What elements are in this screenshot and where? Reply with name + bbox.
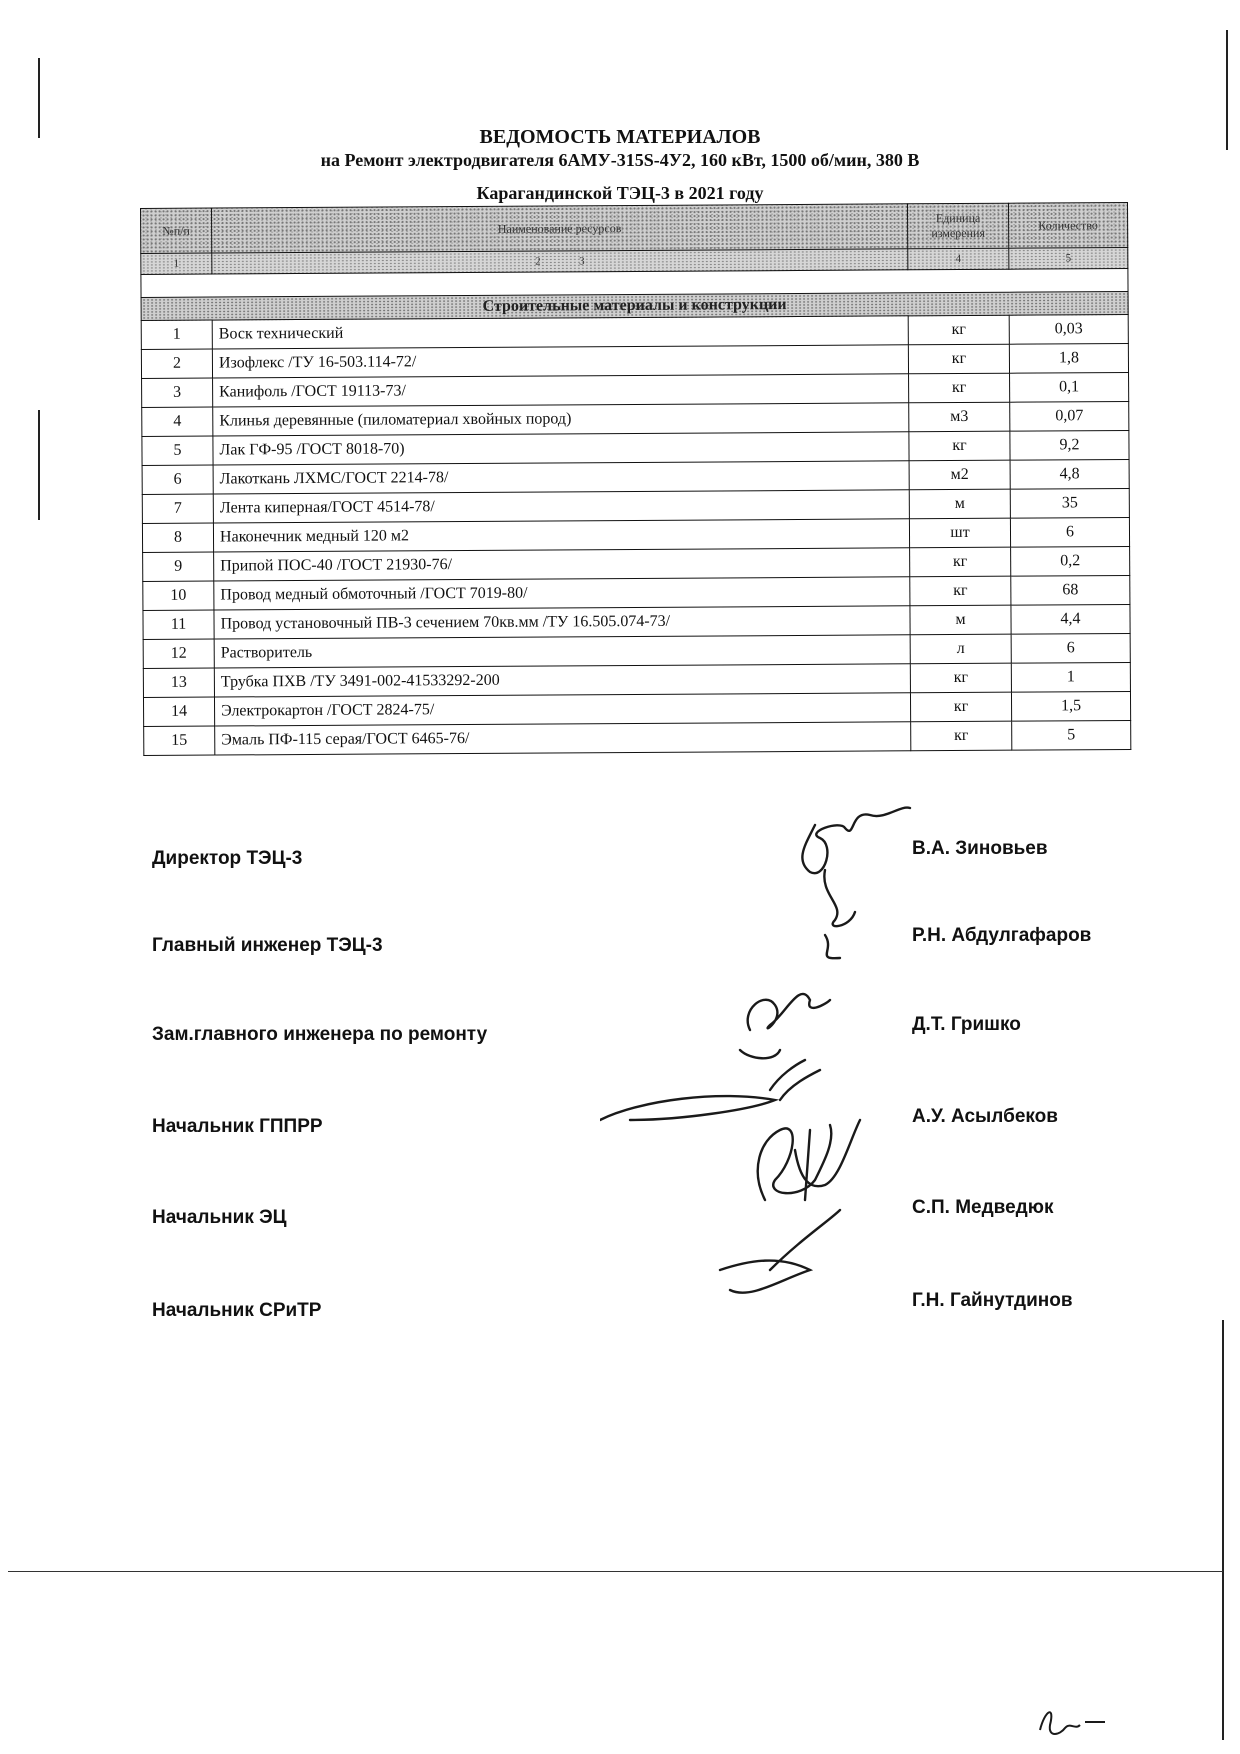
signatory-position: Главный инженер ТЭЦ-3 bbox=[152, 935, 383, 956]
quantity-cell: 6 bbox=[1011, 633, 1130, 663]
material-name: Электрокартон /ГОСТ 2824-75/ bbox=[214, 693, 910, 726]
unit-cell: кг bbox=[909, 431, 1010, 461]
quantity-cell: 6 bbox=[1010, 517, 1129, 547]
row-number: 10 bbox=[143, 581, 214, 610]
row-number: 12 bbox=[143, 639, 214, 668]
row-number: 3 bbox=[142, 378, 213, 407]
column-number-2: 2 bbox=[535, 255, 541, 268]
section-title: Строительные материалы и конструкции bbox=[141, 291, 1128, 320]
signatory-name: Г.Н. Гайнутдинов bbox=[912, 1290, 1073, 1311]
material-name: Припой ПОС-40 /ГОСТ 21930-76/ bbox=[214, 548, 910, 581]
unit-cell: кг bbox=[909, 373, 1010, 403]
table-header-row bbox=[141, 202, 1128, 253]
quantity-cell: 4,4 bbox=[1011, 604, 1130, 634]
unit-cell: кг bbox=[908, 344, 1009, 374]
unit-cell: м bbox=[910, 605, 1011, 635]
row-number: 7 bbox=[142, 494, 213, 523]
handwritten-signatures bbox=[600, 800, 930, 1340]
signatory-name: А.У. Асылбеков bbox=[912, 1106, 1058, 1127]
row-number: 4 bbox=[142, 407, 213, 436]
signatory-name: Р.Н. Абдулгафаров bbox=[912, 925, 1092, 946]
row-number: 14 bbox=[143, 697, 214, 726]
material-name: Трубка ПХВ /ТУ 3491-002-41533292-200 bbox=[214, 664, 910, 697]
column-number: 5 bbox=[1009, 247, 1128, 269]
material-name: Клинья деревянные (пиломатериал хвойных пород) bbox=[213, 403, 909, 436]
quantity-cell: 9,2 bbox=[1010, 430, 1129, 460]
quantity-cell: 68 bbox=[1011, 575, 1130, 605]
quantity-cell: 1,8 bbox=[1009, 343, 1128, 373]
unit-cell: м3 bbox=[909, 402, 1010, 432]
signatory-position: Начальник ГППРР bbox=[152, 1116, 323, 1137]
unit-cell: кг bbox=[908, 315, 1009, 345]
row-number: 6 bbox=[142, 465, 213, 494]
scan-edge-mark bbox=[1222, 1320, 1224, 1740]
quantity-cell: 4,8 bbox=[1010, 459, 1129, 489]
document-subtitle: на Ремонт электродвигателя 6АМУ-315S-4У2, 160 кВт, 1500 об/мин, 380 В bbox=[320, 150, 920, 170]
unit-cell: кг bbox=[910, 663, 1011, 693]
signatory-position: Начальник ЭЦ bbox=[152, 1207, 287, 1228]
signatory-position: Директор ТЭЦ-3 bbox=[152, 848, 303, 869]
quantity-cell: 35 bbox=[1010, 488, 1129, 518]
row-number: 13 bbox=[143, 668, 214, 697]
unit-cell: м bbox=[909, 489, 1010, 519]
header-name: Наименование ресурсов bbox=[212, 204, 908, 253]
signatory-position: Начальник СРиТР bbox=[152, 1300, 322, 1321]
unit-cell: м2 bbox=[909, 460, 1010, 490]
signatory-name: В.А. Зиновьев bbox=[912, 838, 1048, 859]
document-title: ВЕДОМОСТЬ МАТЕРИАЛОВ bbox=[479, 126, 761, 148]
material-name: Лента киперная/ГОСТ 4514-78/ bbox=[213, 490, 909, 523]
quantity-cell: 0,1 bbox=[1010, 372, 1129, 402]
quantity-cell: 1 bbox=[1011, 662, 1130, 692]
row-number: 2 bbox=[141, 349, 212, 378]
row-number: 15 bbox=[144, 726, 215, 755]
column-number: 4 bbox=[908, 248, 1009, 270]
quantity-cell: 0,03 bbox=[1009, 314, 1128, 344]
table-body bbox=[141, 314, 1131, 755]
material-name: Воск технический bbox=[212, 316, 908, 349]
row-number: 9 bbox=[143, 552, 214, 581]
header-num: №п/п bbox=[141, 208, 212, 253]
signatory-name: Д.Т. Гришко bbox=[912, 1014, 1021, 1035]
signatory-name: С.П. Медведюк bbox=[912, 1197, 1054, 1218]
header-qty: Количество bbox=[1008, 202, 1127, 248]
corner-initials bbox=[1030, 1700, 1110, 1744]
unit-cell: кг bbox=[910, 576, 1011, 606]
column-number-3: 3 bbox=[579, 255, 585, 268]
material-name: Эмаль ПФ-115 серая/ГОСТ 6465-76/ bbox=[215, 722, 911, 755]
column-number: 1 bbox=[141, 253, 212, 274]
quantity-cell: 0,07 bbox=[1010, 401, 1129, 431]
material-name: Лакоткань ЛХМС/ГОСТ 2214-78/ bbox=[213, 461, 909, 494]
row-number: 5 bbox=[142, 436, 213, 465]
row-number: 1 bbox=[141, 320, 212, 349]
page-divider bbox=[8, 1571, 1223, 1572]
quantity-cell: 5 bbox=[1012, 720, 1131, 750]
signatory-position: Зам.главного инженера по ремонту bbox=[152, 1024, 488, 1045]
document-subtitle-2: Карагандинской ТЭЦ-3 в 2021 году bbox=[476, 183, 764, 203]
row-number: 8 bbox=[142, 523, 213, 552]
unit-cell: шт bbox=[909, 518, 1010, 548]
unit-cell: л bbox=[910, 634, 1011, 664]
row-number: 11 bbox=[143, 610, 214, 639]
scan-edge-mark bbox=[38, 410, 40, 520]
table-row bbox=[144, 720, 1131, 755]
unit-cell: кг bbox=[910, 547, 1011, 577]
material-name: Провод медный обмоточный /ГОСТ 7019-80/ bbox=[214, 577, 910, 610]
material-name: Канифоль /ГОСТ 19113-73/ bbox=[213, 374, 909, 407]
material-name: Наконечник медный 120 м2 bbox=[213, 519, 909, 552]
unit-cell: кг bbox=[911, 721, 1012, 751]
material-name: Растворитель bbox=[214, 635, 910, 668]
material-name: Изофлекс /ТУ 16-503.114-72/ bbox=[212, 345, 908, 378]
quantity-cell: 1,5 bbox=[1011, 691, 1130, 721]
unit-cell: кг bbox=[910, 692, 1011, 722]
material-name: Провод установочный ПВ-3 сечением 70кв.мм /ТУ 16.505.074-73/ bbox=[214, 606, 910, 639]
header-unit: Единица измерения bbox=[907, 203, 1008, 249]
quantity-cell: 0,2 bbox=[1011, 546, 1130, 576]
materials-table bbox=[140, 202, 1131, 756]
material-name: Лак ГФ-95 /ГОСТ 8018-70) bbox=[213, 432, 909, 465]
